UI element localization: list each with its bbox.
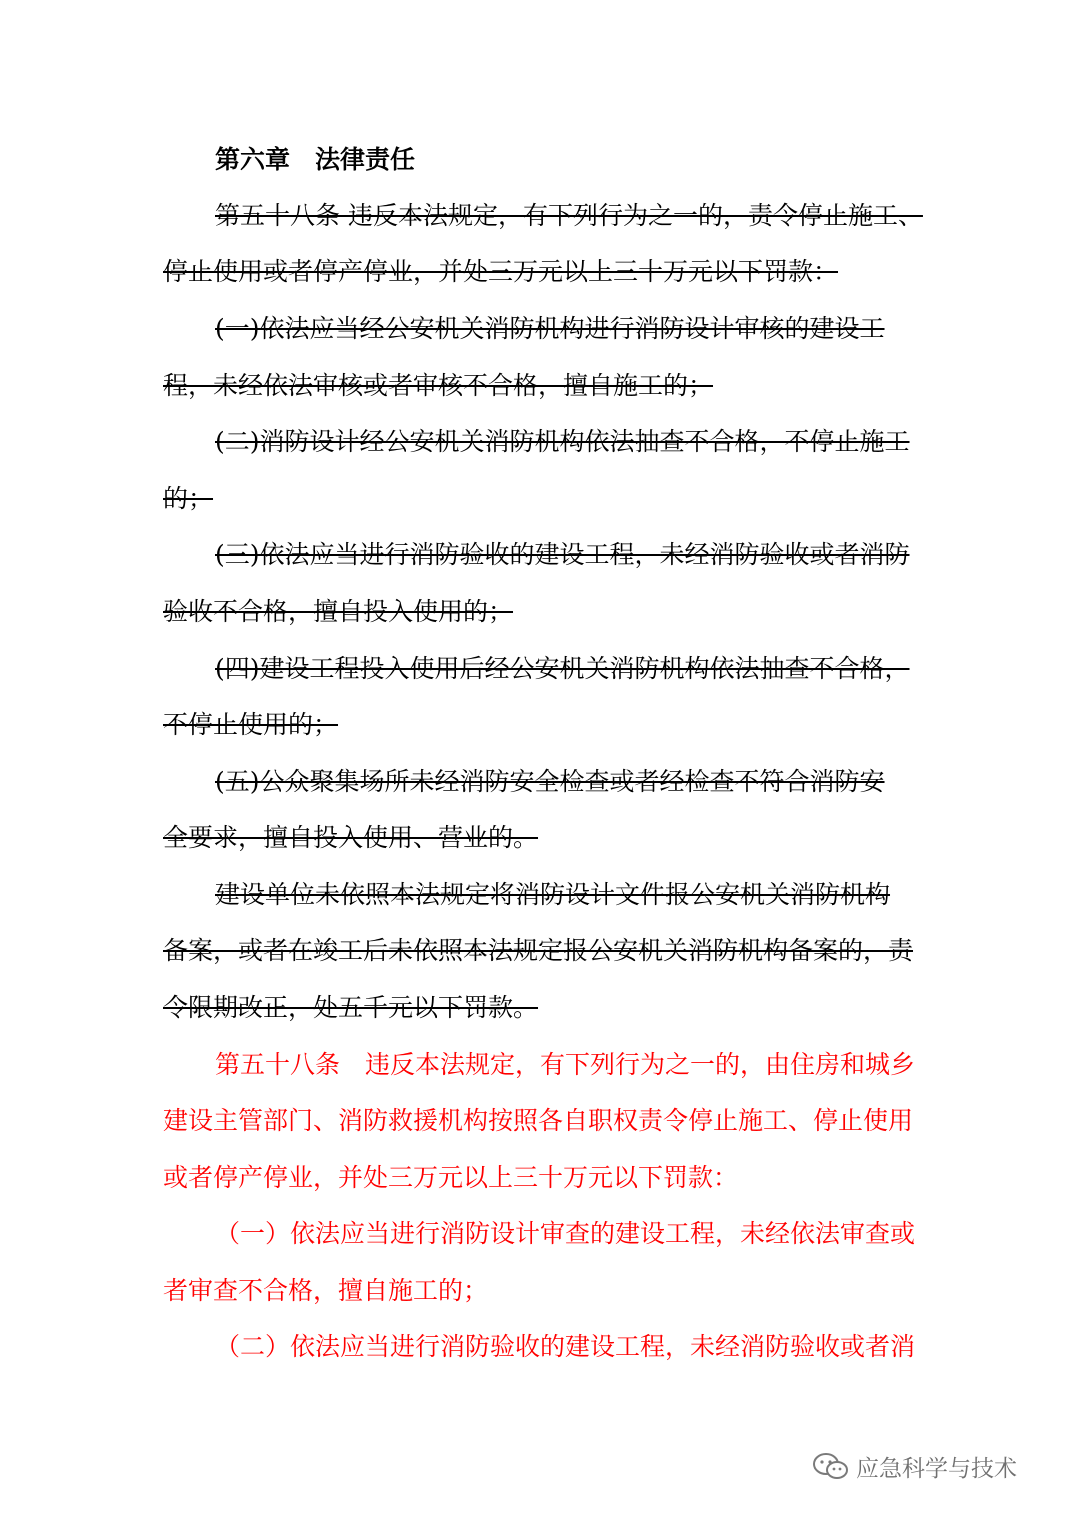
deleted-line: (一)依法应当经公安机关消防机构进行消防设计审核的建设工 [215,314,885,343]
deleted-line: (四)建设工程投入使用后经公安机关消防机构依法抽查不合格， [215,654,910,683]
inserted-line: 第五十八条 违反本法规定，有下列行为之一的，由住房和城乡 [215,1050,916,1079]
deleted-line: 全要求，擅自投入使用、营业的。 [163,823,539,852]
deleted-line: 的； [163,484,214,513]
deleted-line: (三)依法应当进行消防验收的建设工程，未经消防验收或者消防 [215,540,910,569]
deleted-line: 备案，或者在竣工后未依照本法规定报公安机关消防机构备案的，责 [163,936,914,965]
deleted-line: (五)公众聚集场所未经消防安全检查或者经检查不符合消防安 [215,767,885,796]
watermark [812,1448,1017,1484]
inserted-line: （二）依法应当进行消防验收的建设工程，未经消防验收或者消 [215,1332,916,1361]
inserted-line: 或者停产停业，并处三万元以上三十万元以下罚款： [163,1163,739,1192]
deleted-line: 第五十八条 违反本法规定，有下列行为之一的，责令停止施工、 [215,201,923,230]
inserted-line: 者审查不合格，擅自施工的； [163,1276,489,1305]
wechat-icon [812,1451,850,1481]
deleted-line: 程，未经依法审核或者审核不合格，擅自施工的； [163,371,714,400]
deleted-line: 建设单位未依照本法规定将消防设计文件报公安机关消防机构 [215,880,891,909]
watermark-label: 应急科学与技术 [856,1455,1017,1482]
inserted-line: 建设主管部门、消防救援机构按照各自职权责令停止施工、停止使用 [163,1106,914,1135]
inserted-line: （一）依法应当进行消防设计审查的建设工程，未经依法审查或 [215,1219,916,1248]
deleted-line: 不停止使用的； [163,710,339,739]
chapter-title: 第六章 法律责任 [215,145,416,174]
deleted-line: (二)消防设计经公安机关消防机构依法抽查不合格，不停止施工 [215,427,910,456]
deleted-line: 令限期改正，处五千元以下罚款。 [163,993,539,1022]
deleted-line: 停止使用或者停产停业，并处三万元以上三十万元以下罚款： [163,257,839,286]
deleted-line: 验收不合格，擅自投入使用的； [163,597,514,626]
